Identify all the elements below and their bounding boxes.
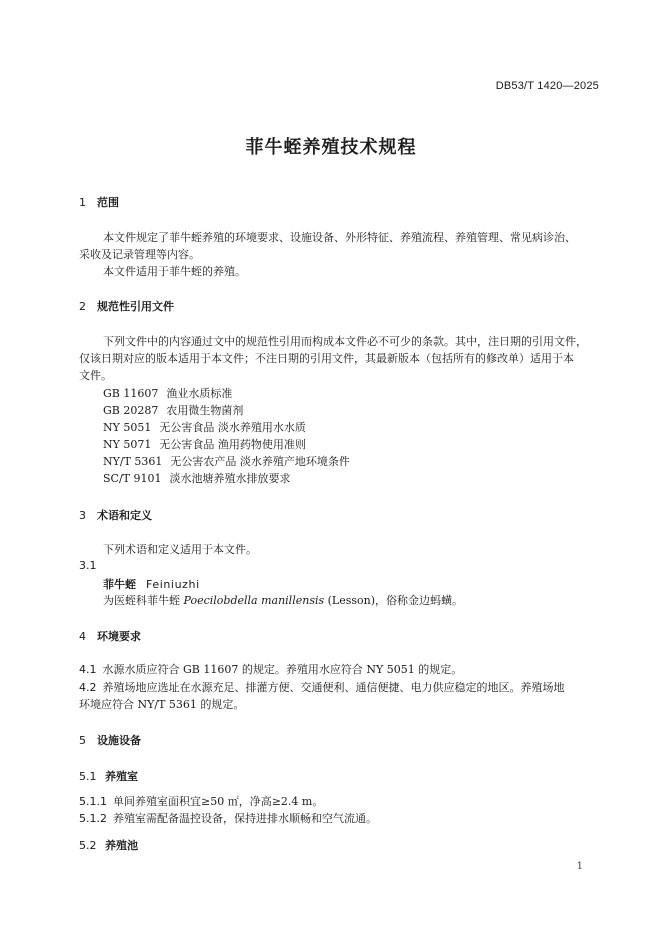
section-heading-normative-references bbox=[79, 298, 174, 314]
reference-name: 无公害食品 渔用药物使用准则 bbox=[159, 438, 306, 451]
reference-name: 渔业水质标准 bbox=[166, 387, 233, 400]
reference-code: NY/T 5361 bbox=[103, 455, 163, 468]
term-definition-pre: 为医蛭科菲牛蛭 bbox=[103, 594, 184, 607]
term-latin-name: Poecilobdella manillensis bbox=[183, 594, 325, 607]
reference-name: 农用微生物菌剂 bbox=[166, 404, 244, 417]
reference-item bbox=[103, 470, 291, 486]
reference-name: 无公害农产品 淡水养殖产地环境条件 bbox=[170, 455, 350, 468]
clause-number: 5.1.1 bbox=[79, 795, 107, 808]
clause-5-1-1 bbox=[79, 793, 323, 810]
clause-4-2 bbox=[79, 679, 565, 696]
subsection-heading-breeding-pond bbox=[79, 837, 138, 853]
reference-name: 无公害食品 淡水养殖用水水质 bbox=[159, 421, 306, 434]
subsection-number: 5.2 bbox=[79, 839, 97, 852]
clause-number: 5.1.2 bbox=[79, 812, 107, 825]
terms-paragraph: 下列术语和定义适用于本文件。 bbox=[103, 543, 257, 556]
subsection-title: 养殖池 bbox=[105, 839, 138, 852]
term-definition-post: (Lesson)，俗称金边蚂蟥。 bbox=[324, 594, 464, 607]
reference-item bbox=[103, 385, 232, 401]
references-paragraph-line: 文件。 bbox=[79, 369, 112, 382]
reference-code: SC/T 9101 bbox=[103, 472, 162, 485]
section-number: 4 bbox=[79, 630, 86, 643]
section-number: 2 bbox=[79, 300, 86, 313]
subsection-number: 5.1 bbox=[79, 770, 97, 783]
section-title: 术语和定义 bbox=[97, 509, 152, 522]
reference-code: GB 11607 bbox=[103, 387, 159, 400]
term-entry bbox=[103, 576, 200, 592]
clause-5-1-2 bbox=[79, 810, 377, 827]
page-number: 1 bbox=[576, 861, 583, 872]
section-heading-terms bbox=[79, 507, 152, 523]
clause-text: 养殖室需配备温控设备，保持进排水顺畅和空气流通。 bbox=[113, 812, 377, 825]
term-definition bbox=[103, 592, 463, 609]
section-heading-environment bbox=[79, 628, 141, 644]
reference-name: 淡水池塘养殖水排放要求 bbox=[169, 472, 291, 485]
clause-4-2-continued: 环境应符合 NY/T 5361 的规定。 bbox=[79, 698, 245, 711]
clause-text: 养殖场地应选址在水源充足、排灌方便、交通便利、通信便捷、电力供应稳定的地区。养殖场地 bbox=[102, 681, 565, 694]
subsection-heading-breeding-room bbox=[79, 768, 138, 784]
section-number: 3 bbox=[79, 509, 86, 522]
reference-code: GB 20287 bbox=[103, 404, 159, 417]
clause-number: 4.1 bbox=[79, 663, 97, 676]
reference-item bbox=[103, 436, 306, 452]
reference-code: NY 5071 bbox=[103, 438, 152, 451]
section-number: 5 bbox=[79, 734, 86, 747]
references-paragraph-line: 下列文件中的内容通过文中的规范性引用而构成本文件必不可少的条款。其中，注日期的引用文件， bbox=[103, 335, 587, 348]
references-paragraph-line: 仅该日期对应的版本适用于本文件；不注日期的引用文件，其最新版本（包括所有的修改单）适用于本 bbox=[79, 352, 574, 365]
scope-paragraph: 本文件适用于菲牛蛭的养殖。 bbox=[103, 265, 246, 278]
section-title: 规范性引用文件 bbox=[97, 300, 174, 313]
reference-item bbox=[103, 453, 350, 469]
standard-id: DB53/T 1420—2025 bbox=[495, 80, 599, 92]
section-title: 范围 bbox=[97, 196, 119, 209]
section-heading-facilities bbox=[79, 732, 141, 748]
section-number: 1 bbox=[79, 196, 86, 209]
reference-code: NY 5051 bbox=[103, 421, 152, 434]
reference-item bbox=[103, 419, 306, 435]
section-title: 设施设备 bbox=[97, 734, 141, 747]
reference-item bbox=[103, 402, 243, 418]
page-title: 菲牛蛭养殖技术规程 bbox=[245, 137, 417, 158]
section-title: 环境要求 bbox=[97, 630, 141, 643]
clause-number: 4.2 bbox=[79, 681, 97, 694]
term-name: 菲牛蛭 bbox=[103, 578, 136, 591]
clause-text: 水源水质应符合 GB 11607 的规定。养殖用水应符合 NY 5051 的规定。 bbox=[102, 663, 463, 676]
term-english: Feiniuzhi bbox=[146, 578, 200, 591]
scope-paragraph-line: 采收及记录管理等内容。 bbox=[79, 248, 200, 261]
clause-4-1 bbox=[79, 661, 462, 678]
term-number: 3.1 bbox=[79, 559, 97, 572]
section-heading-scope bbox=[79, 194, 119, 210]
clause-text: 单间养殖室面积宜≥50 ㎡，净高≥2.4 m。 bbox=[113, 795, 324, 808]
scope-paragraph-line: 本文件规定了菲牛蛭养殖的环境要求、设施设备、外形特征、养殖流程、养殖管理、常见病诊治、 bbox=[103, 231, 576, 244]
subsection-title: 养殖室 bbox=[105, 770, 138, 783]
